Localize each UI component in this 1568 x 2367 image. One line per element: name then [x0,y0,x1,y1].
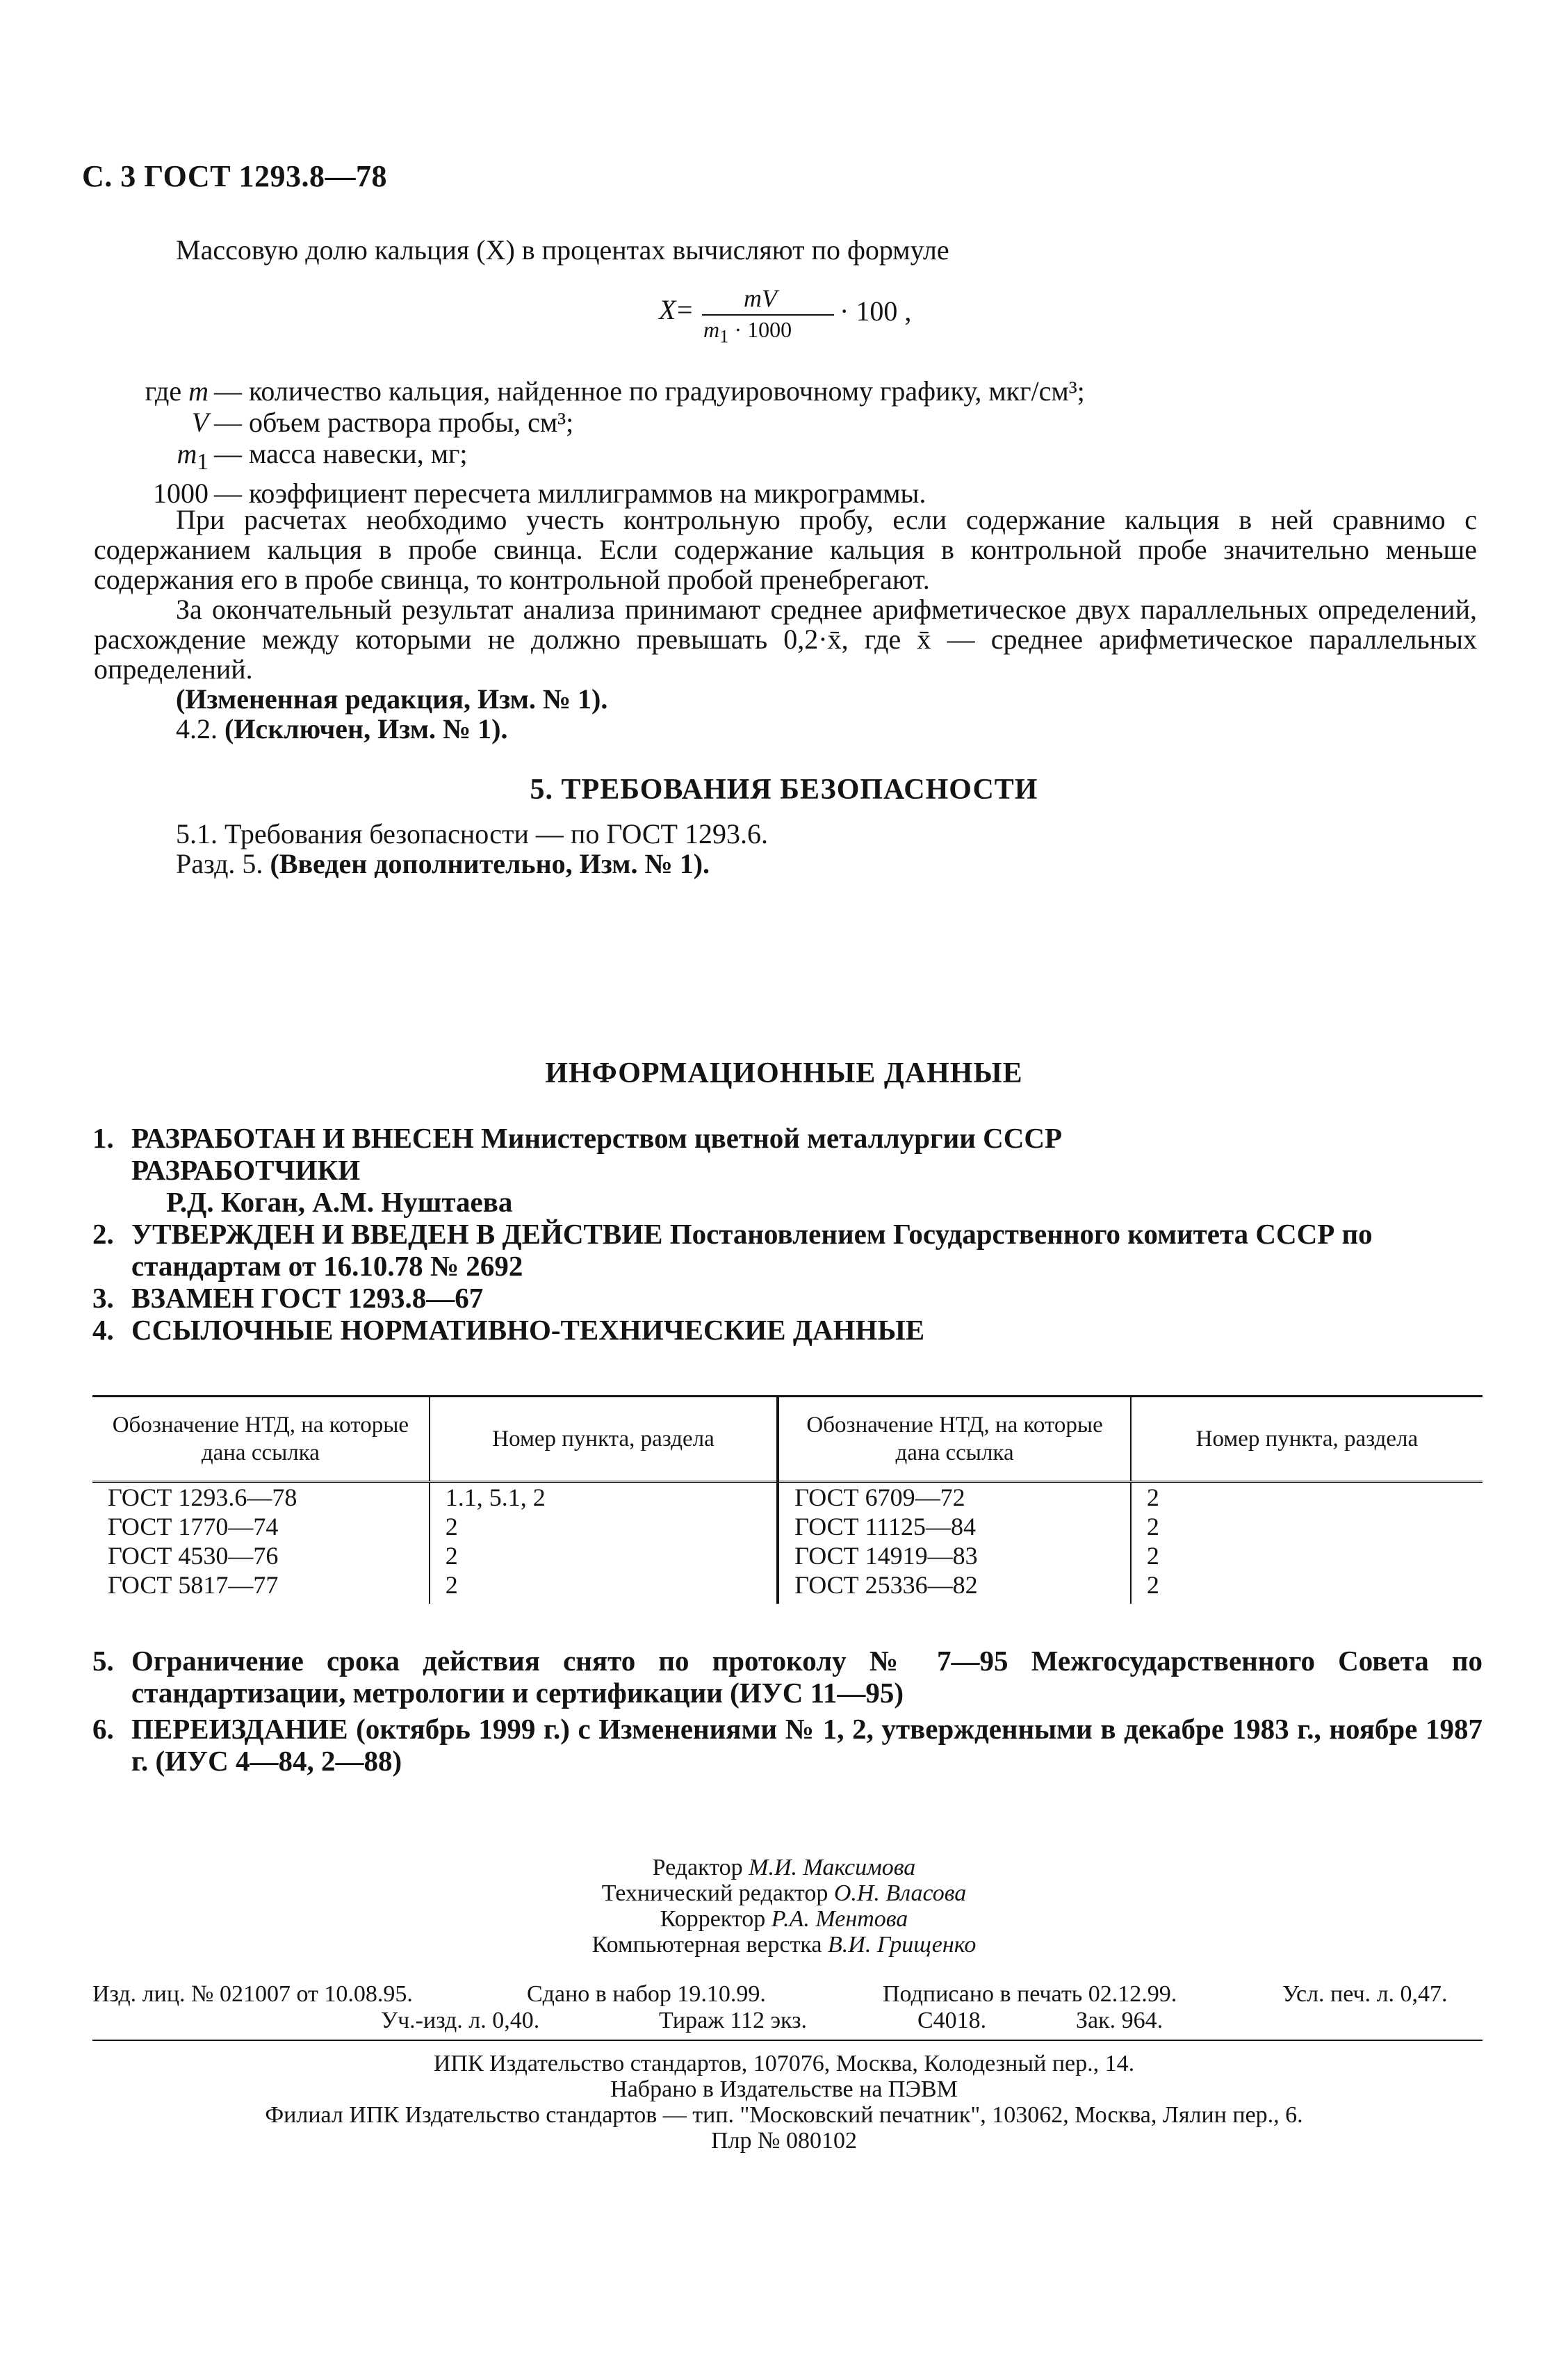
intro-paragraph: Массовую долю кальция (X) в процентах вычисляют по формуле [176,234,949,266]
info-item-1: 1. РАЗРАБОТАН И ВНЕСЕН Министерством цветной металлургии СССР [92,1122,1063,1154]
info-item-6: 6. ПЕРЕИЗДАНИЕ (октябрь 1999 г.) с Изменениями № 1, 2, утвержденными в декабре 1983 г., ноябре 1987 г. (ИУС 4—84, 2—88) [92,1713,1483,1777]
references-table [92,1395,1483,1604]
definition-row: 1000 — коэффициент пересчета миллиграммов на микрограммы. [153,478,926,509]
info-item-2: 2. УТВЕРЖДЕН И ВВЕДЕН В ДЕЙСТВИЕ Постановлением Государственного комитета СССР по стандартам от 16.10.78 № 2692 [92,1218,1373,1282]
definition-row: где m — количество кальция, найденное по градуировочному графику, мкг/см³; [145,375,1085,407]
table-row: ГОСТ 5817—77 2 ГОСТ 25336—82 2 [92,1570,1483,1604]
credit-line: Компьютерная верстка В.И. Грищенко [591,1932,977,1958]
column-header: Номер пункта, раздела [430,1397,778,1482]
divider [92,2040,1483,2041]
credits-block [0,1855,1568,1958]
info-data-title: ИНФОРМАЦИОННЫЕ ДАННЫЕ [545,1057,1023,1089]
credit-line: Технический редактор О.Н. Власова [601,1880,967,1906]
publication-typeset: Сдано в набор 19.10.99. [527,1981,766,2007]
publication-code: С4018. [917,2008,987,2033]
publication-signed: Подписано в печать 02.12.99. [883,1981,1177,2007]
info-list-continued [92,1645,1483,1777]
publisher-line: Филиал ИПК Издательство стандартов — тип. "Московский печатник", 103062, Москва, Лялин пер., 6. [265,2102,1303,2128]
section-5-body [94,819,1477,879]
formula-numerator: mV [744,284,777,312]
variable-definitions [90,375,1480,509]
table-row: ГОСТ 4530—76 2 ГОСТ 14919—83 2 [92,1541,1483,1570]
clause-4-2: 4.2. (Исключен, Изм. № 1). [176,713,508,745]
publisher-line: Плр № 080102 [711,2128,857,2154]
formula-multiplier: · 100 , [840,295,912,327]
publication-pub-sheets: Уч.-изд. л. 0,40. [381,2008,540,2033]
clause-5-1: 5.1. Требования безопасности — по ГОСТ 1293.6. [176,818,768,849]
formula-lhs: X [659,294,676,325]
info-list [92,1122,1483,1346]
publication-run: Тираж 112 экз. [659,2008,808,2033]
section-5-title: 5. ТРЕБОВАНИЯ БЕЗОПАСНОСТИ [530,774,1038,806]
formula-denominator: $m_1 \cdot 1000$ [703,317,792,347]
info-item-3: 3. ВЗАМЕН ГОСТ 1293.8—67 [92,1282,484,1314]
publisher-block [0,2051,1568,2154]
column-header: Обозначение НТД, на которые дана ссылка [778,1397,1131,1482]
table-row: ГОСТ 1770—74 2 ГОСТ 11125—84 2 [92,1512,1483,1541]
definition-row: V — объем раствора пробы, см³; [191,407,574,438]
column-header: Номер пункта, раздела [1131,1397,1483,1482]
final-result-paragraph: За окончательный результат анализа принимают среднее арифметическое двух параллельных определений, расхождение между которыми не должно превышать 0,2·x̄, где x̄ — среднее арифметическое параллельных определений. [94,594,1477,685]
column-header: Обозначение НТД, на которые дана ссылка [92,1397,430,1482]
publication-order: Зак. 964. [1076,2008,1163,2033]
result-paragraphs [94,505,1477,744]
amendment-note: (Измененная редакция, Изм. № 1). [176,683,608,715]
table-header-row [92,1397,1483,1482]
credit-line: Корректор Р.А. Ментова [660,1906,908,1932]
table-row: ГОСТ 1293.6—78 1.1, 5.1, 2 ГОСТ 6709—72 2 [92,1482,1483,1513]
publication-license: Изд. лиц. № 021007 от 10.08.95. [92,1981,413,2007]
publisher-line: ИПК Издательство стандартов, 107076, Москва, Колодезный пер., 14. [433,2051,1135,2076]
publisher-line: Набрано в Издательстве на ПЭВМ [610,2076,958,2102]
info-item-5: 5. Ограничение срока действия снято по протоколу № 7—95 Межгосударственного Совета по стандартизации, метрологии и сертификации (ИУС 11—95) [92,1645,1483,1709]
page-header: С. 3 ГОСТ 1293.8—78 [82,159,388,193]
section-5-note: Разд. 5. (Введен дополнительно, Изм. № 1). [176,848,710,879]
credit-line: Редактор М.И. Максимова [652,1855,916,1880]
formula-equals: = [677,294,693,325]
info-item-1-names: Р.Д. Коган, А.М. Нуштаева [166,1186,513,1218]
info-item-4: 4. ССЫЛОЧНЫЕ НОРМАТИВНО-ТЕХНИЧЕСКИЕ ДАННЫЕ [92,1314,925,1346]
info-item-1-developers: РАЗРАБОТЧИКИ [131,1154,361,1186]
control-sample-paragraph: При расчетах необходимо учесть контрольную пробу, если содержание кальция в ней сравнимо с содержанием кальция в пробе свинца. Если содержание кальция в контрольной пробе значительно меньше содержания его в пробе свинца, то контрольной пробой пренебрегают. [94,504,1477,595]
definition-row: $m_1$ — масса навески, мг; [177,438,468,475]
formula-fraction-bar [702,314,834,316]
publication-print-sheets: Усл. печ. л. 0,47. [1282,1981,1448,2007]
